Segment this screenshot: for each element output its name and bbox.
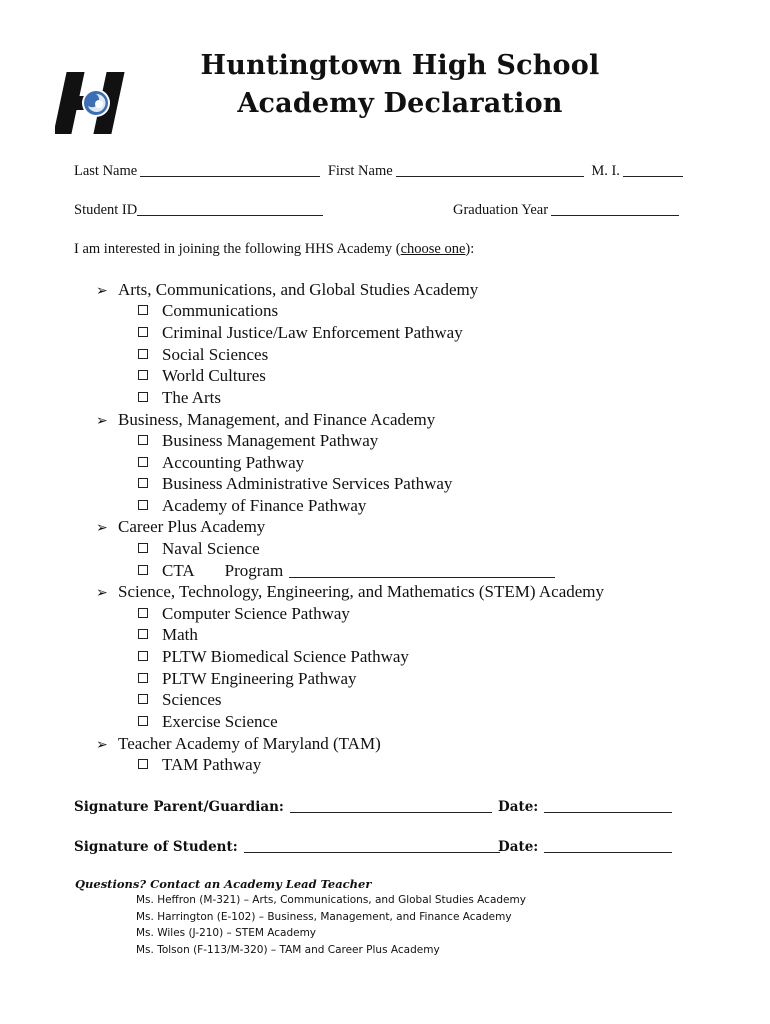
checkbox-icon[interactable] <box>138 673 148 683</box>
checkbox-icon[interactable] <box>138 500 148 510</box>
parent-signature-field[interactable] <box>290 799 492 813</box>
option-math[interactable]: Math <box>138 625 198 645</box>
academy-stem: ➢ Science, Technology, Engineering, and Mathematics (STEM) Academy <box>96 582 605 601</box>
checkbox-icon[interactable] <box>138 349 148 359</box>
checkbox-icon[interactable] <box>138 305 148 315</box>
intro-emphasis: choose one <box>400 241 466 257</box>
student-signature-row: Signature of Student: <box>74 839 500 855</box>
questions-heading: Questions? Contact an Academy Lead Teacher <box>75 877 372 891</box>
contact-item: Ms. Heffron (M-321) – Arts, Communications, and Global Studies Academy <box>136 894 526 906</box>
parent-date-field[interactable] <box>544 799 672 813</box>
student-id-field[interactable] <box>137 202 323 216</box>
checkbox-icon[interactable] <box>138 651 148 661</box>
option-communications[interactable]: Communications <box>138 301 278 321</box>
parent-date-row: Date: <box>498 799 672 815</box>
option-criminal-justice[interactable]: Criminal Justice/Law Enforcement Pathway <box>138 323 463 343</box>
checkbox-icon[interactable] <box>138 435 148 445</box>
option-world-cultures[interactable]: World Cultures <box>138 366 266 386</box>
mi-label: M. I. <box>591 163 620 179</box>
checkbox-icon[interactable] <box>138 478 148 488</box>
option-engineering[interactable]: PLTW Engineering Pathway <box>138 669 357 689</box>
arrow-bullet-icon: ➢ <box>96 413 108 429</box>
page-title: Huntingtown High School <box>200 50 600 81</box>
grad-year-row <box>453 202 679 219</box>
checkbox-icon[interactable] <box>138 370 148 380</box>
option-social-sciences[interactable]: Social Sciences <box>138 345 268 365</box>
option-computer-science[interactable]: Computer Science Pathway <box>138 604 350 624</box>
student-id-label: Student ID <box>74 202 138 218</box>
first-name-label: First Name <box>327 163 393 179</box>
arrow-bullet-icon: ➢ <box>96 520 108 536</box>
option-sciences[interactable]: Sciences <box>138 690 221 710</box>
academy-career-plus: ➢ Career Plus Academy <box>96 517 266 536</box>
student-date-row: Date: <box>498 839 672 855</box>
intro-text: I am interested in joining the following HHS Academy (choose one): <box>74 241 475 257</box>
arrow-bullet-icon: ➢ <box>96 585 108 601</box>
checkbox-icon[interactable] <box>138 629 148 639</box>
academy-business: ➢ Business, Management, and Finance Academy <box>96 410 436 429</box>
grad-year-field[interactable] <box>551 202 679 216</box>
contact-item: Ms. Wiles (J-210) – STEM Academy <box>136 927 317 939</box>
checkbox-icon[interactable] <box>138 608 148 618</box>
academy-arts: ➢ Arts, Communications, and Global Studies Academy <box>96 280 479 299</box>
option-finance[interactable]: Academy of Finance Pathway <box>138 496 366 516</box>
checkbox-icon[interactable] <box>138 543 148 553</box>
option-naval-science[interactable]: Naval Science <box>138 539 260 559</box>
option-the-arts[interactable]: The Arts <box>138 388 221 408</box>
parent-signature-row: Signature Parent/Guardian: <box>74 799 492 815</box>
contact-item: Ms. Tolson (F-113/M-320) – TAM and Career Plus Academy <box>136 944 440 956</box>
option-business-admin[interactable]: Business Administrative Services Pathway <box>138 474 452 494</box>
last-name-label: Last Name <box>74 163 138 179</box>
last-name-field[interactable] <box>140 163 320 177</box>
page-subtitle: Academy Declaration <box>237 88 563 119</box>
checkbox-icon[interactable] <box>138 694 148 704</box>
arrow-bullet-icon: ➢ <box>96 737 108 753</box>
academy-tam: ➢ Teacher Academy of Maryland (TAM) <box>96 734 381 753</box>
option-tam-pathway[interactable]: TAM Pathway <box>138 755 261 775</box>
arrow-bullet-icon: ➢ <box>96 283 108 299</box>
school-logo <box>55 70 137 136</box>
checkbox-icon[interactable] <box>138 392 148 402</box>
checkbox-icon[interactable] <box>138 327 148 337</box>
student-signature-field[interactable] <box>244 839 500 853</box>
mi-field[interactable] <box>623 163 683 177</box>
option-business-management[interactable]: Business Management Pathway <box>138 431 378 451</box>
option-biomedical[interactable]: PLTW Biomedical Science Pathway <box>138 647 409 667</box>
contact-item: Ms. Harrington (E-102) – Business, Management, and Finance Academy <box>136 911 512 923</box>
option-accounting[interactable]: Accounting Pathway <box>138 453 304 473</box>
student-id-row <box>74 202 323 219</box>
checkbox-icon[interactable] <box>138 565 148 575</box>
checkbox-icon[interactable] <box>138 457 148 467</box>
checkbox-icon[interactable] <box>138 759 148 769</box>
checkbox-icon[interactable] <box>138 716 148 726</box>
grad-year-label: Graduation Year <box>453 202 549 218</box>
option-exercise-science[interactable]: Exercise Science <box>138 712 278 732</box>
student-date-field[interactable] <box>544 839 672 853</box>
option-cta-program[interactable]: CTA Program <box>138 561 555 581</box>
first-name-field[interactable] <box>396 163 584 177</box>
cta-program-field[interactable] <box>289 564 555 578</box>
name-row <box>74 163 683 180</box>
